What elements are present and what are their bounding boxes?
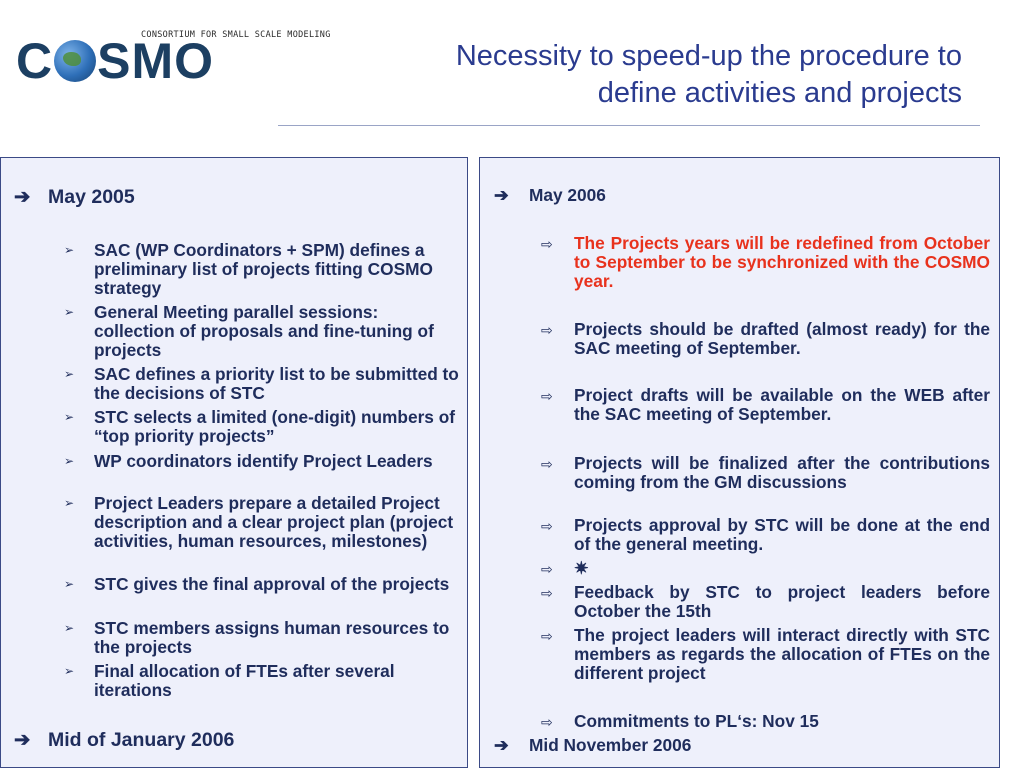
left-heading-bottom-label: Mid of January 2006 — [48, 729, 235, 751]
outline-arrow-icon: ⇨ — [541, 585, 553, 601]
arrow-right-icon: ➔ — [494, 185, 509, 205]
arrow-right-icon: ➔ — [14, 186, 31, 208]
chevron-right-icon: ➢ — [64, 664, 75, 678]
right-list-item: ⇨ Feedback by STC to project leaders before October the 15th — [541, 582, 990, 622]
logo-wordmark — [16, 33, 215, 89]
page-title — [342, 38, 962, 112]
chevron-right-icon: ➢ — [64, 410, 75, 424]
arrow-right-icon: ➔ — [14, 729, 31, 751]
globe-icon — [54, 40, 96, 82]
right-list-item-star — [541, 558, 990, 578]
left-list-item: ➢ Final allocation of FTEs after several iterations — [64, 661, 395, 701]
left-list-item: ➢ SAC (WP Coordinators + SPM) defines a preliminary list of projects fitting COSMO strategy — [64, 240, 433, 299]
outline-arrow-icon: ⇨ — [541, 456, 553, 472]
title-line-1: Necessity to speed-up the procedure to — [455, 40, 962, 72]
chevron-right-icon: ➢ — [64, 454, 75, 468]
left-heading-top — [14, 185, 135, 209]
right-list-item: ⇨ Projects should be drafted (almost ready) for the SAC meeting of September. — [541, 319, 990, 359]
outline-arrow-icon: ⇨ — [541, 561, 553, 577]
chevron-right-icon: ➢ — [64, 367, 75, 381]
chevron-right-icon: ➢ — [64, 243, 75, 257]
outline-arrow-icon: ⇨ — [541, 714, 553, 730]
left-heading-top-label: May 2005 — [48, 186, 135, 208]
outline-arrow-icon: ⇨ — [541, 388, 553, 404]
right-list-item: ⇨ Project drafts will be available on the WEB after the SAC meeting of September. — [541, 385, 990, 425]
logo-letters-smo: SMO — [97, 33, 215, 89]
title-divider — [278, 125, 980, 126]
cosmo-logo — [16, 12, 331, 89]
outline-arrow-icon: ⇨ — [541, 518, 553, 534]
chevron-right-icon: ➢ — [64, 305, 75, 319]
right-heading-bottom-label: Mid November 2006 — [529, 735, 692, 755]
left-list-item: ➢ Project Leaders prepare a detailed Project description and a clear project plan (project activities, human resources, milestones) — [64, 493, 454, 552]
left-list-item: ➢ STC gives the final approval of the projects — [64, 574, 450, 594]
chevron-right-icon: ➢ — [64, 621, 75, 635]
title-line-2: define activities and projects — [597, 77, 962, 109]
outline-arrow-icon: ⇨ — [541, 322, 553, 338]
left-list-item: ➢ WP coordinators identify Project Leaders — [64, 451, 433, 471]
right-list-item: ⇨ Projects approval by STC will be done at the end of the general meeting. — [541, 515, 990, 555]
chevron-right-icon: ➢ — [64, 496, 75, 510]
left-heading-bottom — [14, 728, 234, 752]
right-heading-bottom — [494, 735, 691, 756]
right-heading-top-label: May 2006 — [529, 185, 606, 205]
left-list-item: ➢ SAC defines a priority list to be submitted to the decisions of STC — [64, 364, 459, 404]
right-list-item-highlight: ⇨ The Projects years will be redefined from October to September to be synchronized with the COSMO year. — [541, 233, 990, 292]
outline-arrow-icon: ⇨ — [541, 236, 553, 252]
chevron-right-icon: ➢ — [64, 577, 75, 591]
left-list-item: ➢ General Meeting parallel sessions: collection of proposals and fine-tuning of projects — [64, 302, 434, 361]
right-list-item: ⇨ Commitments to PL‘s: Nov 15 — [541, 711, 819, 731]
logo-letter-c: C — [16, 33, 54, 89]
left-list-item: ➢ STC members assigns human resources to the projects — [64, 618, 450, 658]
right-list-item: ⇨ The project leaders will interact directly with STC members as regards the allocation of FTEs on the different project — [541, 625, 990, 684]
right-heading-top — [494, 185, 606, 206]
outline-arrow-icon: ⇨ — [541, 628, 553, 644]
star-burst-icon: ✷ — [574, 558, 589, 578]
right-list-item: ⇨ Projects will be finalized after the contributions coming from the GM discussions — [541, 453, 990, 493]
left-list-item: ➢ STC selects a limited (one-digit) numbers of “top priority projects” — [64, 407, 456, 447]
logo-tagline: CONSORTIUM FOR SMALL SCALE MODELING — [141, 30, 331, 40]
arrow-right-icon: ➔ — [494, 735, 509, 755]
